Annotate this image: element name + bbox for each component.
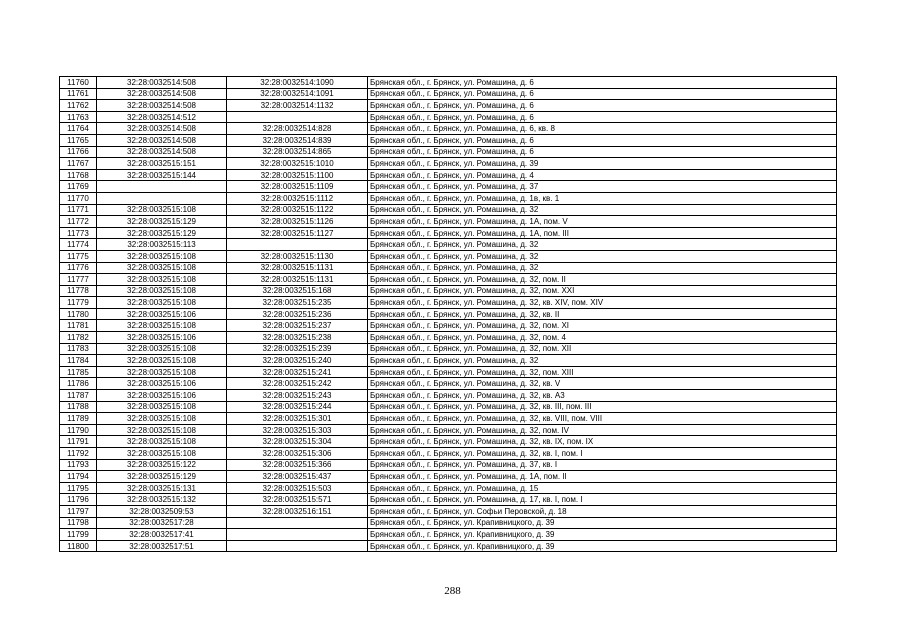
address-cell: Брянская обл., г. Брянск, ул. Ромашина, д. 32, пом. IV [368,424,837,436]
table-row [60,88,837,100]
address-cell: Брянская обл., г. Брянск, ул. Ромашина, д. 32, кв. XIV, пом. XIV [368,297,837,309]
row-number-cell: 11797 [60,505,97,517]
object-cadastral-number-cell: 32:28:0032515:244 [227,401,368,413]
parcel-cadastral-number-cell: 32:28:0032509:53 [97,505,227,517]
table-row [60,204,837,216]
table-row [60,100,837,112]
parcel-cadastral-number-cell: 32:28:0032515:108 [97,320,227,332]
row-number-cell: 11774 [60,239,97,251]
object-cadastral-number-cell: 32:28:0032515:243 [227,390,368,402]
parcel-cadastral-number-cell: 32:28:0032517:51 [97,540,227,552]
table-row [60,505,837,517]
parcel-cadastral-number-cell: 32:28:0032514:508 [97,134,227,146]
row-number-cell: 11780 [60,308,97,320]
row-number-cell: 11769 [60,181,97,193]
object-cadastral-number-cell: 32:28:0032515:503 [227,482,368,494]
parcel-cadastral-number-cell: 32:28:0032515:108 [97,204,227,216]
row-number-cell: 11793 [60,459,97,471]
parcel-cadastral-number-cell: 32:28:0032515:108 [97,401,227,413]
object-cadastral-number-cell: 32:28:0032514:828 [227,123,368,135]
address-cell: Брянская обл., г. Брянск, ул. Ромашина, д. 32, пом. II [368,274,837,286]
parcel-cadastral-number-cell: 32:28:0032515:131 [97,482,227,494]
address-cell: Брянская обл., г. Брянск, ул. Крапивницкого, д. 39 [368,529,837,541]
row-number-cell: 11779 [60,297,97,309]
object-cadastral-number-cell: 32:28:0032514:865 [227,146,368,158]
object-cadastral-number-cell [227,540,368,552]
address-cell: Брянская обл., г. Брянск, ул. Ромашина, д. 15 [368,482,837,494]
table-row [60,401,837,413]
parcel-cadastral-number-cell: 32:28:0032515:108 [97,424,227,436]
object-cadastral-number-cell: 32:28:0032515:238 [227,332,368,344]
parcel-cadastral-number-cell: 32:28:0032515:132 [97,494,227,506]
address-cell: Брянская обл., г. Брянск, ул. Крапивницкого, д. 39 [368,540,837,552]
parcel-cadastral-number-cell: 32:28:0032515:106 [97,378,227,390]
object-cadastral-number-cell: 32:28:0032515:366 [227,459,368,471]
row-number-cell: 11768 [60,169,97,181]
page-number: 288 [444,585,461,597]
parcel-cadastral-number-cell: 32:28:0032515:129 [97,471,227,483]
table-row [60,494,837,506]
table-row [60,471,837,483]
object-cadastral-number-cell: 32:28:0032515:303 [227,424,368,436]
object-cadastral-number-cell: 32:28:0032514:1090 [227,77,368,89]
object-cadastral-number-cell [227,239,368,251]
parcel-cadastral-number-cell: 32:28:0032515:122 [97,459,227,471]
table-row [60,366,837,378]
row-number-cell: 11770 [60,192,97,204]
object-cadastral-number-cell: 32:28:0032515:1112 [227,192,368,204]
row-number-cell: 11796 [60,494,97,506]
object-cadastral-number-cell: 32:28:0032514:839 [227,134,368,146]
row-number-cell: 11786 [60,378,97,390]
row-number-cell: 11765 [60,134,97,146]
parcel-cadastral-number-cell: 32:28:0032515:108 [97,413,227,425]
address-cell: Брянская обл., г. Брянск, ул. Ромашина, д. 6 [368,88,837,100]
object-cadastral-number-cell: 32:28:0032515:571 [227,494,368,506]
table-row [60,355,837,367]
object-cadastral-number-cell: 32:28:0032515:437 [227,471,368,483]
row-number-cell: 11763 [60,111,97,123]
parcel-cadastral-number-cell: 32:28:0032517:41 [97,529,227,541]
address-cell: Брянская обл., г. Брянск, ул. Ромашина, д. 6 [368,134,837,146]
parcel-cadastral-number-cell: 32:28:0032515:113 [97,239,227,251]
parcel-cadastral-number-cell: 32:28:0032515:108 [97,436,227,448]
object-cadastral-number-cell: 32:28:0032515:1122 [227,204,368,216]
parcel-cadastral-number-cell: 32:28:0032515:108 [97,366,227,378]
parcel-cadastral-number-cell: 32:28:0032514:508 [97,77,227,89]
address-cell: Брянская обл., г. Брянск, ул. Ромашина, д. 32 [368,204,837,216]
table-row [60,332,837,344]
table-row [60,540,837,552]
row-number-cell: 11771 [60,204,97,216]
cadastral-table [59,76,837,552]
row-number-cell: 11790 [60,424,97,436]
object-cadastral-number-cell: 32:28:0032515:240 [227,355,368,367]
object-cadastral-number-cell: 32:28:0032515:239 [227,343,368,355]
table-row [60,192,837,204]
parcel-cadastral-number-cell: 32:28:0032514:508 [97,100,227,112]
address-cell: Брянская обл., г. Брянск, ул. Ромашина, д. 1А, пом. II [368,471,837,483]
table-row [60,343,837,355]
address-cell: Брянская обл., г. Брянск, ул. Ромашина, д. 6, кв. 8 [368,123,837,135]
address-cell: Брянская обл., г. Брянск, ул. Ромашина, д. 32, кв. II [368,308,837,320]
object-cadastral-number-cell: 32:28:0032516:151 [227,505,368,517]
parcel-cadastral-number-cell: 32:28:0032515:108 [97,343,227,355]
object-cadastral-number-cell: 32:28:0032515:237 [227,320,368,332]
address-cell: Брянская обл., г. Брянск, ул. Ромашина, д. 32 [368,355,837,367]
table-row [60,529,837,541]
table-row [60,448,837,460]
object-cadastral-number-cell: 32:28:0032515:241 [227,366,368,378]
table-row [60,390,837,402]
row-number-cell: 11788 [60,401,97,413]
row-number-cell: 11773 [60,227,97,239]
row-number-cell: 11800 [60,540,97,552]
object-cadastral-number-cell: 32:28:0032515:304 [227,436,368,448]
object-cadastral-number-cell: 32:28:0032515:301 [227,413,368,425]
object-cadastral-number-cell: 32:28:0032514:1091 [227,88,368,100]
row-number-cell: 11767 [60,158,97,170]
row-number-cell: 11777 [60,274,97,286]
table-row [60,378,837,390]
row-number-cell: 11787 [60,390,97,402]
parcel-cadastral-number-cell: 32:28:0032514:508 [97,123,227,135]
table-row [60,111,837,123]
address-cell: Брянская обл., г. Брянск, ул. Ромашина, д. 32, кв. IX, пом. IX [368,436,837,448]
parcel-cadastral-number-cell: 32:28:0032515:144 [97,169,227,181]
address-cell: Брянская обл., г. Брянск, ул. Ромашина, д. 6 [368,111,837,123]
table-row [60,413,837,425]
table-row [60,482,837,494]
object-cadastral-number-cell: 32:28:0032515:1126 [227,216,368,228]
address-cell: Брянская обл., г. Брянск, ул. Ромашина, д. 39 [368,158,837,170]
row-number-cell: 11772 [60,216,97,228]
address-cell: Брянская обл., г. Брянск, ул. Ромашина, д. 6 [368,77,837,89]
row-number-cell: 11795 [60,482,97,494]
parcel-cadastral-number-cell: 32:28:0032515:151 [97,158,227,170]
table-row [60,436,837,448]
row-number-cell: 11798 [60,517,97,529]
address-cell: Брянская обл., г. Брянск, ул. Ромашина, д. 32 [368,250,837,262]
address-cell: Брянская обл., г. Брянск, ул. Ромашина, д. 37, кв. I [368,459,837,471]
object-cadastral-number-cell: 32:28:0032515:1131 [227,262,368,274]
parcel-cadastral-number-cell [97,181,227,193]
object-cadastral-number-cell: 32:28:0032515:1127 [227,227,368,239]
address-cell: Брянская обл., г. Брянск, ул. Софьи Перовской, д. 18 [368,505,837,517]
row-number-cell: 11785 [60,366,97,378]
table-body [60,77,837,552]
address-cell: Брянская обл., г. Брянск, ул. Ромашина, д. 1А, пом. V [368,216,837,228]
parcel-cadastral-number-cell: 32:28:0032515:108 [97,448,227,460]
address-cell: Брянская обл., г. Брянск, ул. Ромашина, д. 6 [368,100,837,112]
address-cell: Брянская обл., г. Брянск, ул. Ромашина, д. 1А, пом. III [368,227,837,239]
table-row [60,274,837,286]
address-cell: Брянская обл., г. Брянск, ул. Ромашина, д. 32, кв. I, пом. I [368,448,837,460]
row-number-cell: 11775 [60,250,97,262]
row-number-cell: 11784 [60,355,97,367]
row-number-cell: 11764 [60,123,97,135]
row-number-cell: 11760 [60,77,97,89]
address-cell: Брянская обл., г. Брянск, ул. Ромашина, д. 37 [368,181,837,193]
object-cadastral-number-cell: 32:28:0032515:1100 [227,169,368,181]
address-cell: Брянская обл., г. Брянск, ул. Ромашина, д. 32, пом. XXI [368,285,837,297]
address-cell: Брянская обл., г. Брянск, ул. Ромашина, д. 32, пом. XIII [368,366,837,378]
parcel-cadastral-number-cell: 32:28:0032515:106 [97,308,227,320]
table-row [60,123,837,135]
object-cadastral-number-cell: 32:28:0032515:242 [227,378,368,390]
row-number-cell: 11781 [60,320,97,332]
address-cell: Брянская обл., г. Брянск, ул. Ромашина, д. 32, кв. III, пом. III [368,401,837,413]
object-cadastral-number-cell [227,111,368,123]
table-row [60,250,837,262]
object-cadastral-number-cell: 32:28:0032515:1109 [227,181,368,193]
row-number-cell: 11791 [60,436,97,448]
parcel-cadastral-number-cell: 32:28:0032514:512 [97,111,227,123]
table-row [60,517,837,529]
address-cell: Брянская обл., г. Брянск, ул. Ромашина, д. 4 [368,169,837,181]
parcel-cadastral-number-cell: 32:28:0032515:108 [97,274,227,286]
address-cell: Брянская обл., г. Брянск, ул. Ромашина, д. 32, пом. 4 [368,332,837,344]
parcel-cadastral-number-cell: 32:28:0032515:106 [97,390,227,402]
table-row [60,308,837,320]
table-row [60,285,837,297]
parcel-cadastral-number-cell: 32:28:0032515:108 [97,262,227,274]
table-row [60,424,837,436]
address-cell: Брянская обл., г. Брянск, ул. Ромашина, д. 32 [368,239,837,251]
table-row [60,297,837,309]
object-cadastral-number-cell: 32:28:0032515:1010 [227,158,368,170]
table-row [60,216,837,228]
object-cadastral-number-cell: 32:28:0032515:236 [227,308,368,320]
object-cadastral-number-cell: 32:28:0032515:306 [227,448,368,460]
parcel-cadastral-number-cell: 32:28:0032517:28 [97,517,227,529]
row-number-cell: 11789 [60,413,97,425]
address-cell: Брянская обл., г. Брянск, ул. Ромашина, д. 32 [368,262,837,274]
object-cadastral-number-cell: 32:28:0032515:1131 [227,274,368,286]
row-number-cell: 11762 [60,100,97,112]
address-cell: Брянская обл., г. Брянск, ул. Ромашина, д. 32, кв. А3 [368,390,837,402]
table-row [60,262,837,274]
row-number-cell: 11792 [60,448,97,460]
object-cadastral-number-cell: 32:28:0032514:1132 [227,100,368,112]
table-row [60,146,837,158]
parcel-cadastral-number-cell: 32:28:0032515:108 [97,297,227,309]
table-row [60,134,837,146]
row-number-cell: 11766 [60,146,97,158]
object-cadastral-number-cell: 32:28:0032515:235 [227,297,368,309]
row-number-cell: 11799 [60,529,97,541]
parcel-cadastral-number-cell: 32:28:0032515:108 [97,250,227,262]
address-cell: Брянская обл., г. Брянск, ул. Ромашина, д. 17, кв. I, пом. I [368,494,837,506]
object-cadastral-number-cell: 32:28:0032515:168 [227,285,368,297]
object-cadastral-number-cell [227,517,368,529]
object-cadastral-number-cell: 32:28:0032515:1130 [227,250,368,262]
address-cell: Брянская обл., г. Брянск, ул. Крапивницкого, д. 39 [368,517,837,529]
table-row [60,320,837,332]
address-cell: Брянская обл., г. Брянск, ул. Ромашина, д. 32, пом. XII [368,343,837,355]
table-row [60,77,837,89]
address-cell: Брянская обл., г. Брянск, ул. Ромашина, д. 6 [368,146,837,158]
parcel-cadastral-number-cell: 32:28:0032515:108 [97,285,227,297]
table-row [60,158,837,170]
parcel-cadastral-number-cell: 32:28:0032514:508 [97,88,227,100]
address-cell: Брянская обл., г. Брянск, ул. Ромашина, д. 1в, кв. 1 [368,192,837,204]
table-row [60,169,837,181]
object-cadastral-number-cell [227,529,368,541]
parcel-cadastral-number-cell [97,192,227,204]
parcel-cadastral-number-cell: 32:28:0032514:508 [97,146,227,158]
row-number-cell: 11782 [60,332,97,344]
row-number-cell: 11761 [60,88,97,100]
parcel-cadastral-number-cell: 32:28:0032515:129 [97,216,227,228]
row-number-cell: 11778 [60,285,97,297]
address-cell: Брянская обл., г. Брянск, ул. Ромашина, д. 32, кв. V [368,378,837,390]
address-cell: Брянская обл., г. Брянск, ул. Ромашина, д. 32, кв. VIII, пом. VIII [368,413,837,425]
table-row [60,459,837,471]
parcel-cadastral-number-cell: 32:28:0032515:108 [97,355,227,367]
table-row [60,239,837,251]
row-number-cell: 11783 [60,343,97,355]
parcel-cadastral-number-cell: 32:28:0032515:106 [97,332,227,344]
address-cell: Брянская обл., г. Брянск, ул. Ромашина, д. 32, пом. XI [368,320,837,332]
parcel-cadastral-number-cell: 32:28:0032515:129 [97,227,227,239]
table-row [60,181,837,193]
table-row [60,227,837,239]
row-number-cell: 11794 [60,471,97,483]
row-number-cell: 11776 [60,262,97,274]
